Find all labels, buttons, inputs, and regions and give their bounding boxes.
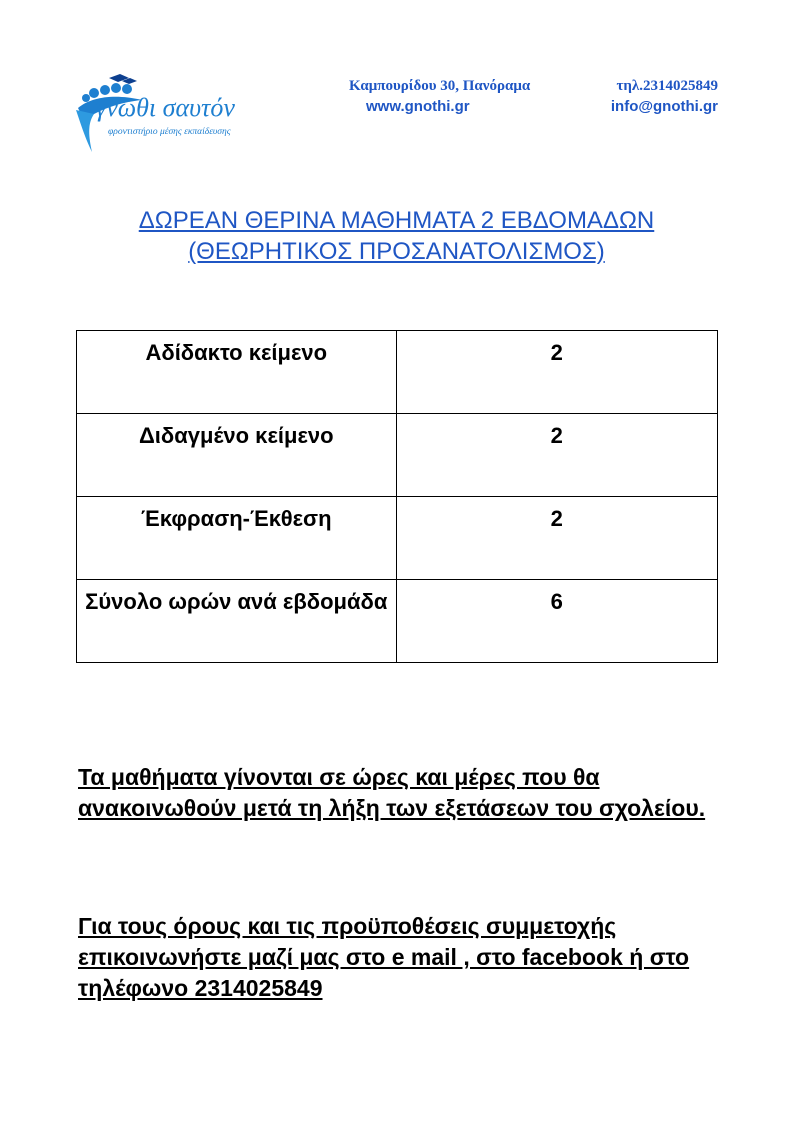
total-hours-cell: 6 <box>396 580 717 663</box>
hours-cell: 2 <box>396 331 717 414</box>
title-line-2: (ΘΕΩΡΗΤΙΚΟΣ ΠΡΟΣΑΝΑΤΟΛΙΣΜΟΣ) <box>188 238 605 265</box>
logo-tagline: φροντιστήριο μέσης εκπαίδευσης <box>108 127 231 137</box>
subject-cell: Διδαγμένο κείμενο <box>77 414 397 497</box>
website-link[interactable]: www.gnothi.gr <box>366 98 470 115</box>
page-title <box>0 205 793 267</box>
hours-table <box>76 330 718 663</box>
subject-cell: Αδίδακτο κείμενο <box>77 331 397 414</box>
table-row <box>77 331 718 414</box>
contact-info <box>330 78 720 118</box>
logo-figure-head <box>82 94 90 102</box>
email-link[interactable]: info@gnothi.gr <box>610 98 718 115</box>
schedule-notice: Τα μαθήματα γίνονται σε ώρες και μέρες που θα ανακοινωθούν μετά τη λήξη των εξετάσεων του σχολείου. <box>78 764 706 821</box>
phone: τηλ.2314025849 <box>616 78 718 94</box>
address: Καμπουρίδου 30, Πανόραμα <box>349 78 531 94</box>
logo-figure-head <box>111 83 121 93</box>
table-row <box>77 414 718 497</box>
hours-cell: 2 <box>396 497 717 580</box>
participation-notice: Για τους όρους και τις προϋποθέσεις συμμετοχής επικοινωνήστε μαζί μας στο e mail , στο facebook ή στο τηλέφωνο 2314025849 <box>78 913 690 1001</box>
table-row <box>77 580 718 663</box>
logo-graphic <box>72 68 332 158</box>
subject-cell: Έκφραση-Έκθεση <box>77 497 397 580</box>
logo <box>72 68 332 158</box>
total-label-cell: Σύνολο ωρών ανά εβδομάδα <box>77 580 397 663</box>
table-row <box>77 497 718 580</box>
hours-cell: 2 <box>396 414 717 497</box>
title-line-1: ΔΩΡΕΑΝ ΘΕΡΙΝΑ ΜΑΘΗΜΑΤΑ 2 ΕΒΔΟΜΑΔΩΝ <box>138 207 655 234</box>
logo-swoosh-tail <box>76 110 94 152</box>
logo-wordmark: γνῶθι σαυτόν <box>96 93 235 122</box>
